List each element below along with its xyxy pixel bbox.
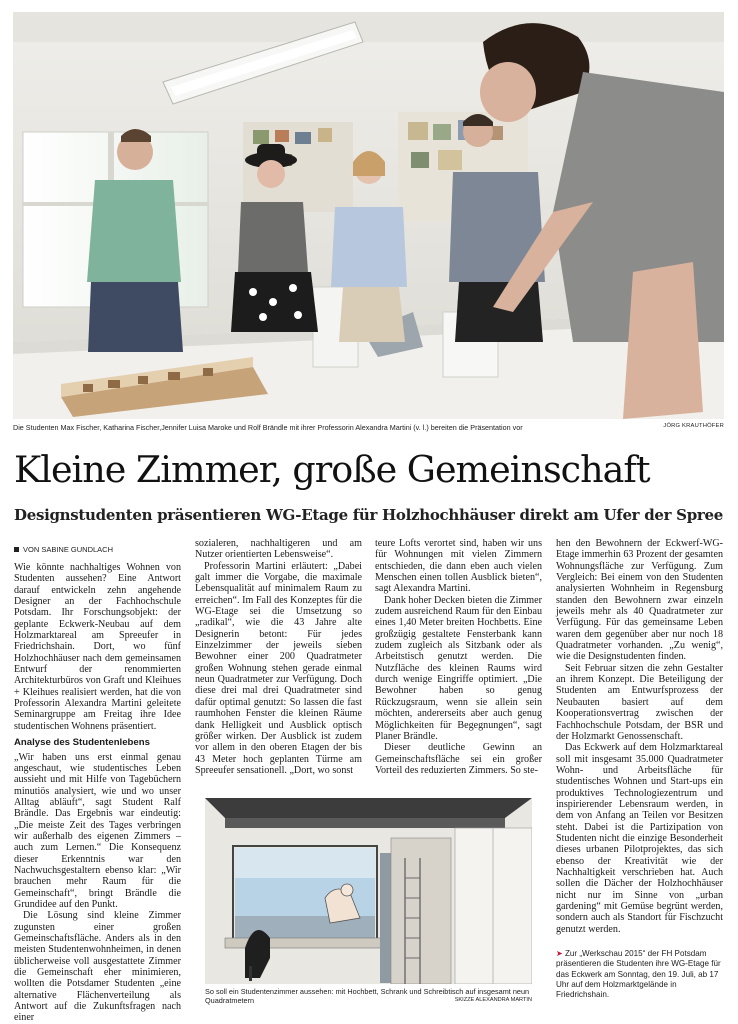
byline-square-icon [14, 547, 19, 552]
article-photo [13, 12, 724, 419]
photo-credit: JÖRG KRAUTHÖFER [663, 423, 724, 429]
article-byline [14, 545, 113, 554]
studio-scene-illustration [13, 12, 724, 419]
article-column-1 [14, 562, 181, 1024]
photo-caption [13, 423, 724, 432]
article-column-4 [556, 538, 723, 943]
paragraph: Dieser deutliche Gewinn an Gemeinschaftsfläche sei ein großer Vorteil des reduzierten Zimmers. So ste- [375, 742, 542, 776]
article-column-3 [375, 538, 542, 788]
sketch-credit: SKIZZE ALEXANDRA MARTIN [454, 997, 532, 1003]
paragraph: sozialeren, nachhaltigeren und am Nutzer orientierten Lebensweise“. [195, 538, 362, 561]
paragraph: Die Lösung sind kleine Zimmer zugunsten einer großen Gemeinschaftsfläche. Anders als in den meisten Studentenwohnheimen, in denen üblicherweise voll ausgestattete Zimmer die Gemeinschaft eher minimieren, wollten die Potsdamer Studenten „eine alternative Flächenverteilung als Antwort auf die Zukunftsfragen nach einer [14, 910, 181, 1024]
article-headline: Kleine Zimmer, große Gemeinschaft [14, 448, 650, 491]
article-column-2 [195, 538, 362, 788]
event-note-text: Zur „Werkschau 2015“ der FH Potsdam präsentieren die Studenten ihre WG-Etage für das Eckwerk am Sonntag, den 19. Juli, ab 17 Uhr auf dem Holzmarktgelände in Friedrichshain. [556, 949, 721, 1000]
event-note [556, 949, 723, 1000]
sketch-caption-text: So soll ein Studentenzimmer aussehen: mit Hochbett, Schrank und Schreibtisch auf insgesamt neun Quadratmetern [205, 987, 530, 1005]
sketch-caption [205, 987, 532, 1005]
paragraph: Seit Februar sitzen die zehn Gestalter an ihrem Konzept. Die Beteiligung der Studenten am Entwurfsprozess der Neubauten basiert auf dem Kooperationsvertrag zwischen der Fachhochschule Potsdam, der BSR und der Holzmarkt Genossenschaft. [556, 662, 723, 742]
arrow-right-icon: ➤ [556, 949, 563, 958]
room-sketch [205, 798, 532, 984]
paragraph: „Wir haben uns erst einmal genau angeschaut, wie studentisches Leben aussieht und mit Hilfe von Tagebüchern minutiös analysiert, wie und wo unser Alltag abläuft“, sagt Student Ralf Brändle. Das Ergebnis war eindeutig: „Die meiste Zeit des Tages verbringen wir außerhalb des eigenen Zimmers – auch zum Lernen.“ Die Konsequenz dieser Erkenntnis war den Nachwuchsgestaltern ebenso klar: „Wir brauchen mehr Raum für die Gemeinschaft“, bringt Brändle die Grundidee auf den Punkt. [14, 751, 181, 910]
paragraph: Professorin Martini erläutert: „Dabei galt immer die Vorgabe, die maximale Lebensqualität auf minimalem Raum zu erreichen“. Im Fall des Konzeptes für die WG-Etage sei die Umsetzung so „radikal“, wie die 43 Jahre alte Designerin betont: Für jedes Einzelzimmer der jeweils sieben Bewohner einer 200 Quadratmeter großen Wohnung stehen gerade einmal neun Quadratmeter zur Verfügung. Doch diese drei mal drei Quadratmeter sind dafür optimal genutzt: So lassen die fast raumhohen Fenster die kleinen Räume dank Helligkeit und Ausblick optisch größer wirken. Der Ausblick ist zudem vor allem in den oberen Etagen der bis 43 Meter hoch geplanten Türme am Spreeufer sensationell. „Dort, wo sonst [195, 560, 362, 776]
paragraph: hen den Bewohnern der Eckwerf-WG-Etage immerhin 63 Prozent der gesamten Wohnungsfläche zur Verfügung. Zum Vergleich: Bei einem von den Studenten analysierten Wohnheim in Regensburg standen den Bewohnern zwar einzeln jeweils mehr als 40 Quadratmeter zur Verfügung. Für das gemeinsame Leben waren dem gegenüber aber nur noch 18 Quadratmeter vorhanden. „Zu wenig“, wie die Designstudenten finden. [556, 538, 723, 663]
byline-text: VON SABINE GUNDLACH [23, 545, 114, 554]
section-heading: Analyse des Studentenlebens [14, 737, 150, 749]
photo-caption-text: Die Studenten Max Fischer, Katharina Fischer,Jennifer Luisa Maroke und Rolf Brändle mit ihrer Professorin Alexandra Martini (v. l.) bereiten die Präsentation vor [13, 423, 523, 432]
paragraph: teure Lofts verortet sind, haben wir uns für Wohnungen mit vielen Zimmern entschieden, die dann eben auch vielen Menschen einen tollen Ausblick bieten“, sagt Alexandra Martini. [375, 538, 542, 595]
article-subheadline: Designstudenten präsentieren WG-Etage für Holzhochhäuser direkt am Ufer der Spree [14, 506, 723, 524]
paragraph: Das Eckwerk auf dem Holzmarktareal soll mit insgesamt 35.000 Quadratmeter Wohn- und Arbeitsfläche für studentisches Wohnen und Start-ups ein produktives Technologiezentrum und inspirierender Lebensraum werden, in dem von Anfang an Teilen vor Besitzen steht. Dabei ist die Partizipation von Studenten nicht die einzige Besonderheit dieses urbanen Pilotprojektes, das sich ebenso der Kreativität wie der Nachhaltigkeit verschrieben hat. Auch sollen die Dächer der Holzhochhäuser nicht nur im Sinne von „urban gardening“ mit Gemüse begrünt werden, sondern auch als Standort für Fischzucht genutzt werden. [556, 742, 723, 935]
paragraph: Dank hoher Decken bieten die Zimmer zudem ausreichend Raum für den Einbau eines 1,40 Meter breiten Hochbetts. Eine großzügig gestaltete Fensterbank kann zudem zugleich als Sitzbank oder als Arbeitstisch genutzt werden. Die Nutzfläche des kleinen Raums wird durch wenige Eingriffe optimiert. „Die Bewohner haben so genug Rückzugsraum, wenn sie allein sein möchten, andererseits aber auch genug Möglichkeiten für Begegnungen“, sagt Planer Brändle. [375, 594, 542, 742]
room-sketch-illustration [205, 798, 532, 984]
paragraph: Wie könnte nachhaltiges Wohnen von Studenten aussehen? Eine Antwort darauf entwickeln zehn angehende Designer an der Fachhochschule Potsdam. Ihr Forschungsobjekt: der geplante Eckwerk-Neubau auf dem Holzmarktareal am Spreeufer in Friedrichshain. Dort, wo fünf Holzhochhäuser nach dem gemeinsamen Entwurf der renommierten Architekturbüros von Graft und Kleihues + Kleihues realisiert werden, hat die von Professorin Alexandra Martini geleitete Seminargruppe am Freitag ihre Idee studentischen Wohnens präsentiert. [14, 562, 181, 732]
